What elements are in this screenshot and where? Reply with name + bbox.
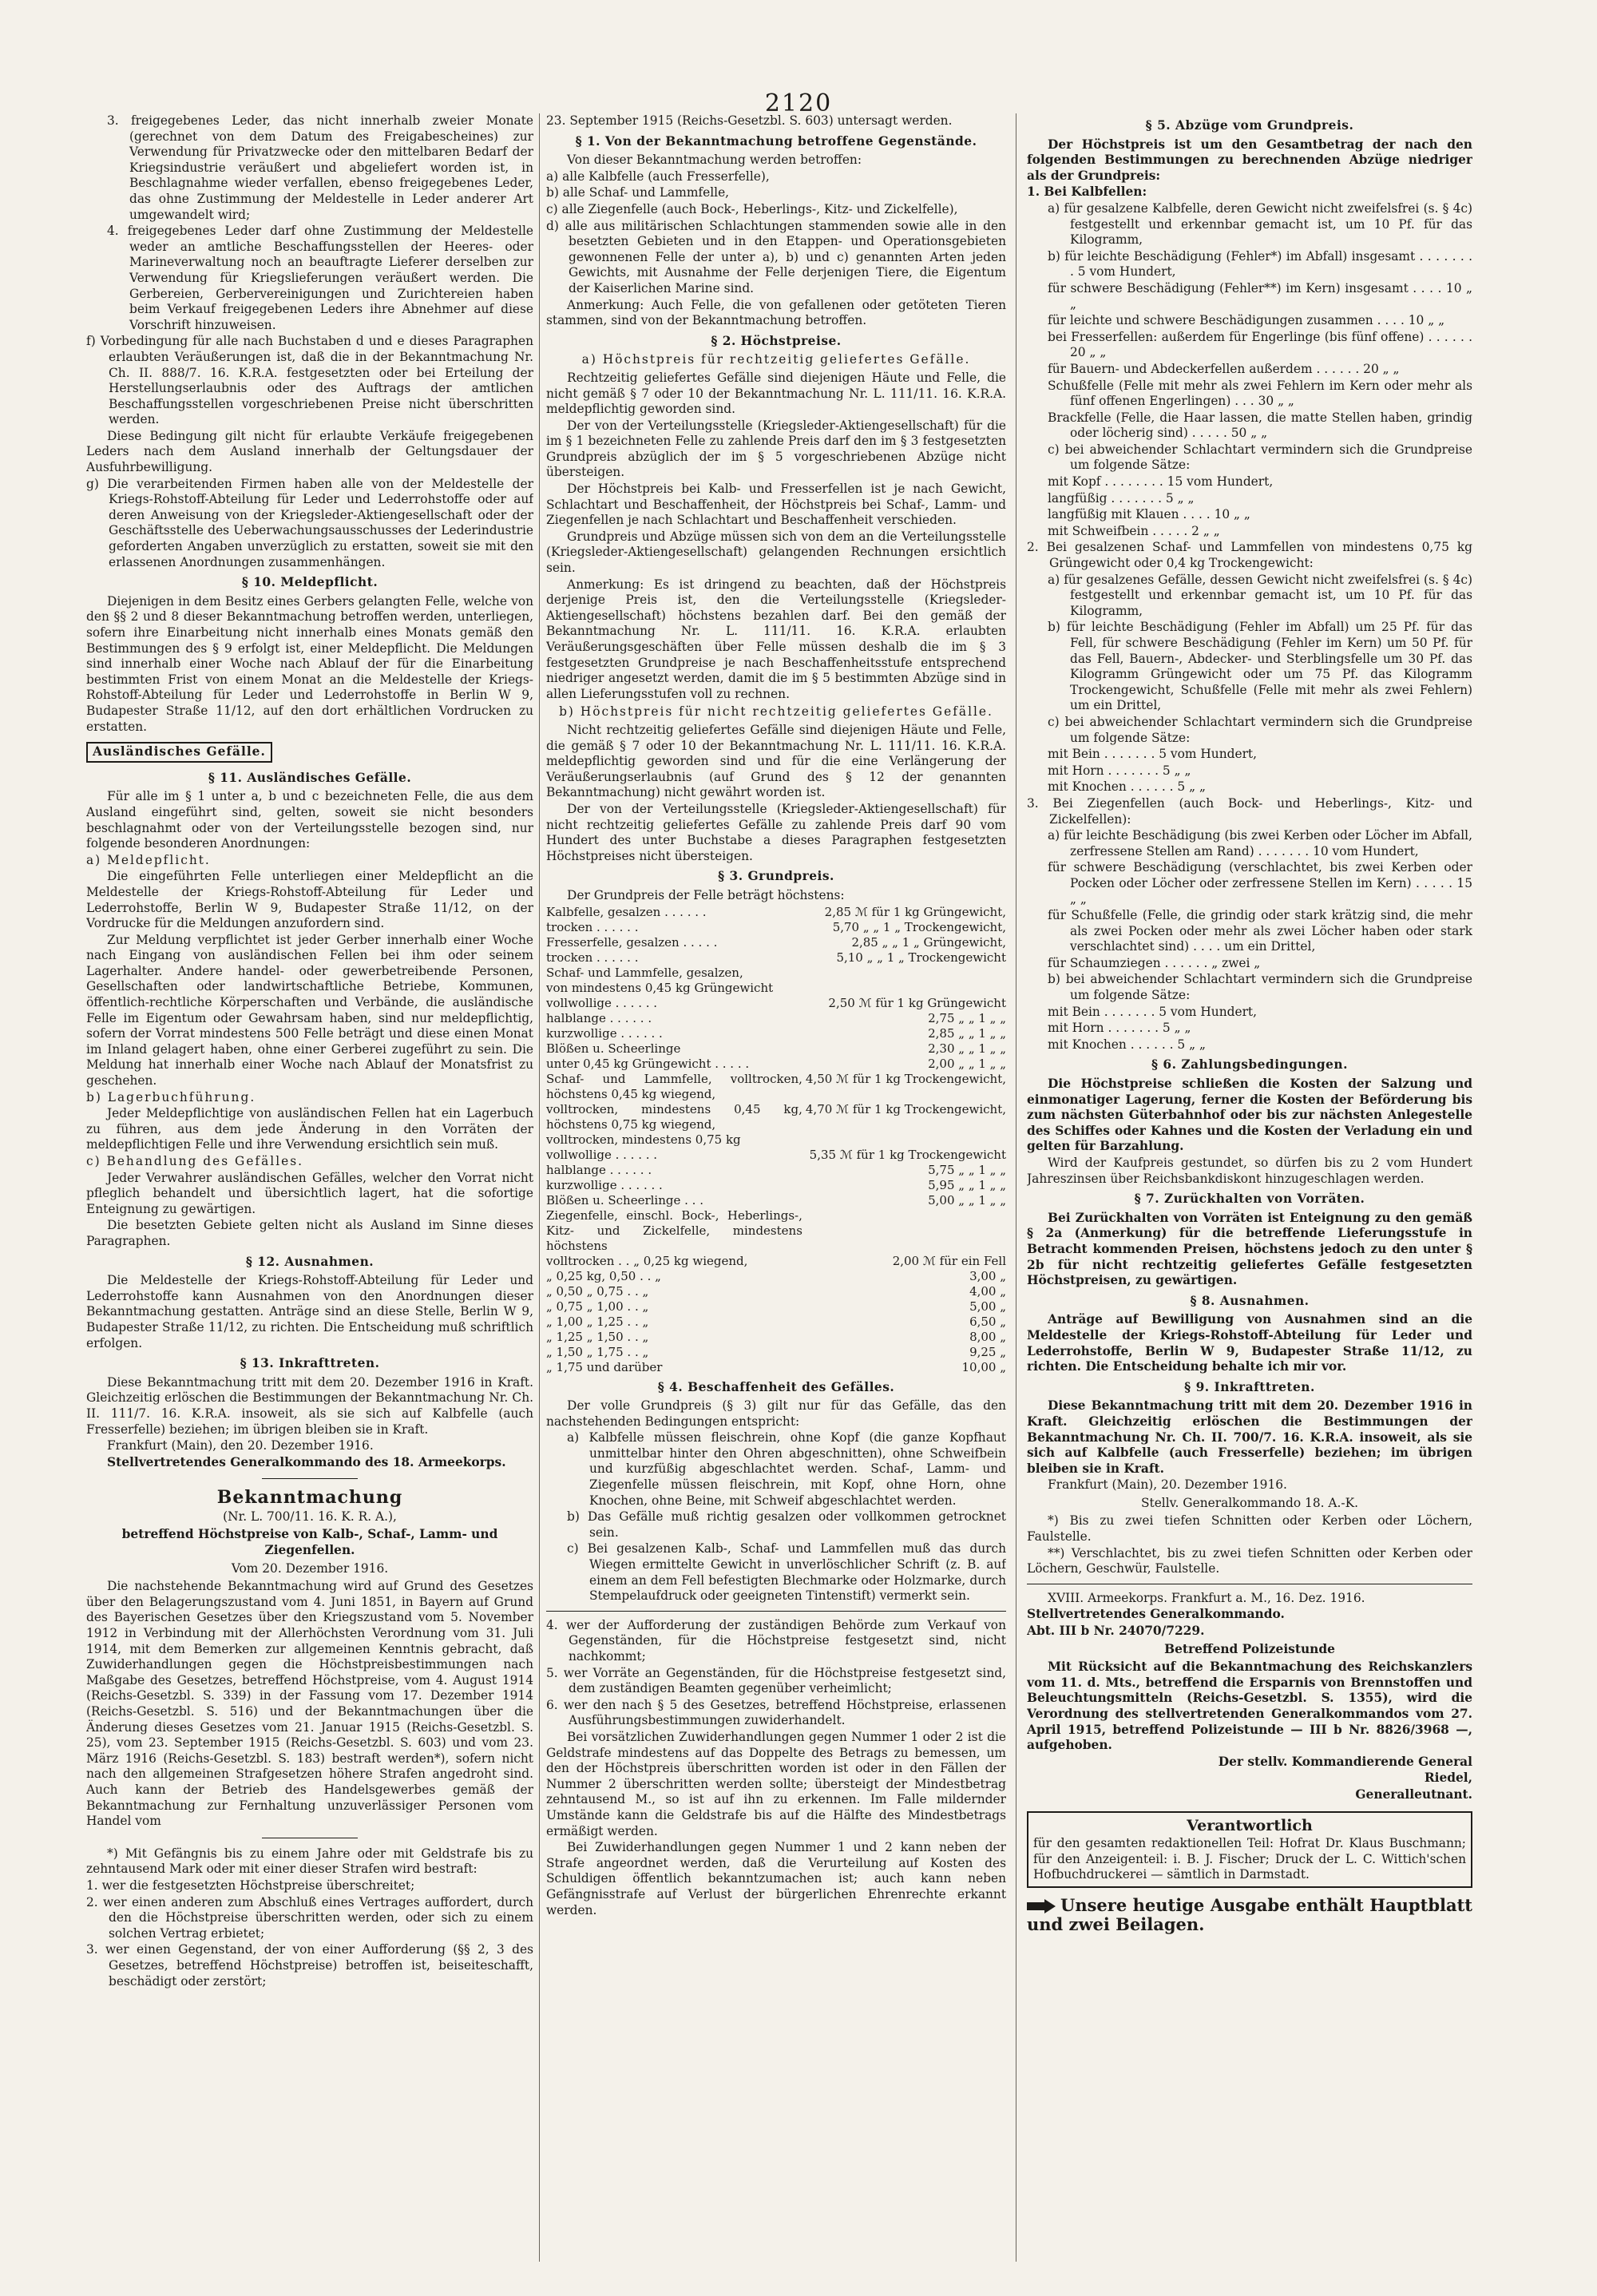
price-label: Blößen u. Scheerlinge . . . xyxy=(546,1192,703,1207)
price-row xyxy=(546,905,1006,920)
section-heading: Betreffend Polizeistunde xyxy=(1164,1641,1335,1656)
paragraph: Bei vorsätzlichen Zuwiderhandlungen gegen Nummer 1 oder 2 ist die Geldstrafe mindestens auf das Doppelte des Betrags zu bemessen, um den der Höchstpreis überschritten worden ist oder in den Fällen der Nummer 2 überschritten werden sollte; übersteigt der Mindestbetrag zehntausend M., so ist auf ihn zu erkennen. Im Falle mildernder Umstände kann die Geldstrafe bis auf die Hälfte des Mindestbetrags ermäßigt werden. xyxy=(546,1729,1006,1838)
paragraph: b) Das Gefälle muß richtig gesalzen oder vollkommen getrocknet sein. xyxy=(567,1509,1006,1540)
section-box-heading: Ausländisches Gefälle. xyxy=(86,742,272,763)
paragraph xyxy=(86,736,533,766)
paragraph: Anmerkung: Es ist dringend zu beachten, daß der Höchstpreis derjenige Preis ist, den die Verteilungsstelle (Kriegsleder-Aktiengesellschaft) höchstens bezahlen darf. Bei den gemäß der Bekanntmachung Nr. L. 111/11. 16. K.R.A. erlaubten Veräußerungsgeschäften über Felle müssen deshalb die im § 3 festgesetzten Grundpreise je nach Beschaffenheitsstufe entsprechend niedriger angesetzt werden, damit die im § 5 bestimmten Abzüge sind in allen Lieferungsstufen voll zu rechnen. xyxy=(546,577,1006,701)
paragraph: Die Meldestelle der Kriegs-Rohstoff-Abteilung für Leder und Lederrohstoffe kann Ausnahmen von den Anordnungen dieser Bekanntmachung gestatten. Anträge sind an diese Stelle, Berlin W 9, Budapester Straße 11/12, zu richten. Die Entscheidung muß schriftlich erfolgen. xyxy=(86,1273,533,1350)
paragraph: 6. wer den nach § 5 des Gesetzes, betreffend Höchstpreise, erlassenen Ausführungsbestimmungen zuwiderhandelt. xyxy=(546,1697,1006,1728)
price-value: 2,50 ℳ für 1 kg Grüngewicht xyxy=(828,995,1006,1010)
paragraph: Frankfurt (Main), 20. Dezember 1916. xyxy=(1048,1477,1287,1493)
price-label: „ 0,50 „ 0,75 . . „ xyxy=(546,1283,649,1299)
price-value: 2,85 „ „ 1 „ Grüngewicht, xyxy=(851,934,1006,950)
price-value: 2,85 „ „ 1 „ „ xyxy=(928,1025,1006,1041)
price-label: volltrocken, mindestens 0,45 kg, höchstens 0,75 kg wiegend, xyxy=(546,1101,802,1132)
paragraph: Generalleutnant. xyxy=(1355,1786,1472,1802)
paragraph: 3. wer einen Gegenstand, der von einer Aufforderung (§§ 2, 3 des Gesetzes, betreffend Höchstpreise) betroffen ist, beiseiteschafft, beschädigt oder zerstört; xyxy=(86,1942,533,1989)
price-label: trocken . . . . . . xyxy=(546,950,639,965)
price-value: 5,70 „ „ 1 „ Trockengewicht, xyxy=(832,919,1006,934)
section-heading: § 3. Grundpreis. xyxy=(718,869,834,884)
paragraph: XVIII. Armeekorps. Frankfurt a. M., 16. Dez. 1916. xyxy=(1048,1590,1365,1605)
paragraph: Nicht rechtzeitig geliefertes Gefälle sind diejenigen Häute und Felle, die gemäß § 7 oder 10 der Bekanntmachung Nr. L. 111/11. 16. K.R.A. meldepflichtig geworden sind und für die eine Verlängerung der Veräußerungserlaubnis (auf Grund des § 12 der genannten Bekanntmachung) nicht gewährt worden ist. xyxy=(546,722,1006,800)
paragraph: Schußfelle (Felle mit mehr als zwei Fehlern im Kern oder mehr als fünf offenen Engerlingen) . . . 30 „ „ xyxy=(1048,378,1472,409)
section-heading: § 9. Inkrafttreten. xyxy=(1184,1379,1315,1394)
price-row xyxy=(546,935,1006,950)
paragraph: für Bauern- und Abdeckerfellen außerdem . . . . . . 20 „ „ xyxy=(1048,361,1400,376)
paragraph: mit Horn . . . . . . . 5 „ „ xyxy=(1048,1021,1191,1036)
paragraph: Abt. III b Nr. 24070/7229. xyxy=(1027,1624,1205,1639)
paragraph: b) für leichte Beschädigung (Fehler im Abfall) um 25 Pf. für das Fell, für schwere Beschädigung (Fehler im Kern) um 50 Pf. für das Fell, Bauern-, Abdecker- und Sterblingsfelle um 30 Pf. das Kilogramm Grüngewicht oder um 75 Pf. das Kilogramm Trockengewicht, Schußfelle (Felle mit mehr als zwei Fehlern) um ein Drittel, xyxy=(1048,620,1472,713)
price-value: 4,70 ℳ für 1 kg Trockengewicht, xyxy=(805,1101,1006,1116)
paragraph: c) bei abweichender Schlachtart vermindern sich die Grundpreise um folgende Sätze: xyxy=(1048,442,1472,473)
paragraph: mit Schweifbein . . . . . 2 „ „ xyxy=(1048,523,1220,538)
price-row xyxy=(546,1269,1006,1284)
paragraph: Frankfurt (Main), den 20. Dezember 1916. xyxy=(107,1438,374,1453)
price-label: von mindestens 0,45 kg Grüngewicht xyxy=(546,980,774,995)
paragraph: d) alle aus militärischen Schlachtungen stammenden sowie alle in den besetzten Gebieten und in den Etappen- und Operationsgebieten gewonnenen Felle der unter a), b) und c) genannten Arten jeden Gewichts, mit Ausnahme der Felle derjenigen Tiere, die Eigentum der Kaiserlichen Marine sind. xyxy=(546,218,1006,295)
price-row xyxy=(546,1178,1006,1193)
paragraph: Die eingeführten Felle unterliegen einer Meldepflicht an die Meldestelle der Kriegs-Rohstoff-Abteilung für Leder und Lederrohstoffe, Berlin W 9, Budapester Straße 11/12, on der Vordrucke für die Meldungen anzufordern sind. xyxy=(86,869,533,931)
price-row xyxy=(546,1102,1006,1132)
price-value: 5,95 „ „ 1 „ „ xyxy=(928,1177,1006,1192)
price-label: halblange . . . . . . xyxy=(546,1010,652,1025)
section-heading: Vom 20. Dezember 1916. xyxy=(231,1560,389,1576)
paragraph: Bei Zuwiderhandlungen gegen Nummer 1 und 2 kann neben der Strafe angeordnet werden, daß die Verurteilung auf Kosten des Schuldigen öffentlich bekanntzumachen ist; auch kann neben Gefängnisstrafe auf Verlust der bürgerlichen Ehrenrechte erkannt werden. xyxy=(546,1840,1006,1917)
section-heading: Stellv. Generalkommando 18. A.-K. xyxy=(1140,1495,1359,1510)
price-row xyxy=(546,966,1006,981)
price-value: 5,10 „ „ 1 „ Trockengewicht xyxy=(836,950,1006,965)
paragraph: Brackfelle (Felle, die Haar lassen, die matte Stellen haben, grindig oder löcherig sind) . . . . . 50 „ „ xyxy=(1048,410,1472,441)
price-value: 9,25 „ xyxy=(969,1344,1006,1359)
price-value: 2,75 „ „ 1 „ „ xyxy=(928,1010,1006,1025)
price-row xyxy=(546,920,1006,935)
paragraph: Anträge auf Bewilligung von Ausnahmen sind an die Meldestelle der Kriegs-Rohstoff-Abteilung für Leder und Lederrohstoffe, Berlin W 9, Budapester Straße 11/12, zu richten. Die Entscheidung behalte ich mir vor. xyxy=(1027,1312,1472,1374)
footer-notice-text: Unsere heutige Ausgabe enthält Hauptblatt und zwei Beilagen. xyxy=(1027,1894,1472,1935)
price-row xyxy=(546,1330,1006,1345)
price-label: „ 0,75 „ 1,00 . . „ xyxy=(546,1299,649,1314)
paragraph: Jeder Meldepflichtige von ausländischen Fellen hat ein Lagerbuch zu führen, aus dem jede Änderung in den Vorräten der meldepflichtigen Felle und ihre Verwendung ersichtlich sein muß. xyxy=(86,1106,533,1152)
paragraph: 3. freigegebenes Leder, das nicht innerhalb zweier Monate (gerechnet von dem Datum des Freigabescheines) zur Verwendung für Privatzwecke oder den mittelbaren Bedarf der Kriegsindustrie veräußert und abgeliefert worden ist, in Beschlagnahme wieder verfallen, ebenso freigegebenes Leder, das ohne Zustimmung der Meldestelle in Leder anderer Art umgewandelt wird; xyxy=(107,113,533,222)
section-heading: § 7. Zurückhalten von Vorräten. xyxy=(1134,1192,1365,1207)
paragraph: 1. wer die festgesetzten Höchstpreise überschreitet; xyxy=(86,1878,415,1893)
paragraph: Jeder Verwahrer ausländischen Gefälles, welcher den Vorrat nicht pfleglich behandelt und übersichtlich lagert, hat die sofortige Enteignung zu gewärtigen. xyxy=(86,1170,533,1216)
verantwortlich-text: für den gesamten redaktionellen Teil: Hofrat Dr. Klaus Buschmann; für den Anzeigenteil: i. B. J. Fischer; Druck der L. C. Wittich'schen Hofbuchdruckerei — sämtlich in Darmstadt. xyxy=(1033,1836,1466,1882)
paragraph: 2. Bei gesalzenen Schaf- und Lammfellen von mindestens 0,75 kg Grüngewicht oder 0,4 kg Trockengewicht: xyxy=(1027,540,1472,571)
price-label: Ziegenfelle, einschl. Bock-, Heberlings-, Kitz- und Zickelfelle, mindestens höchstens xyxy=(546,1207,802,1253)
paragraph: a) für leichte Beschädigung (bis zwei Kerben oder Löcher im Abfall, zerfressene Stellen am Rand) . . . . . . . 10 vom Hundert, xyxy=(1048,828,1472,859)
paragraph: a) Kalbfelle müssen fleischrein, ohne Kopf (die ganze Kopfhaut unmittelbar hinter den Ohren abgeschnitten), ohne Schweifbein und kurzfüßig abgeschlachtet werden. Schaf-, Lamm- und Ziegenfelle müssen fleischrein, mit Kopf, ohne Horn, ohne Knochen, ohne Beine, mit Schweif abgeschlachtet werden. xyxy=(567,1430,1006,1508)
paragraph: bei Fresserfellen: außerdem für Engerlinge (bis fünf offene) . . . . . . 20 „ „ xyxy=(1048,329,1472,360)
paragraph: langfüßig mit Klauen . . . . 10 „ „ xyxy=(1048,507,1250,522)
paragraph: mit Bein . . . . . . . 5 vom Hundert, xyxy=(1048,1004,1258,1019)
price-label: „ 1,75 und darüber xyxy=(546,1359,663,1374)
paragraph: b) für leichte Beschädigung (Fehler*) im Abfall) insgesamt . . . . . . . . 5 vom Hundert, xyxy=(1048,248,1472,280)
price-row xyxy=(546,1254,1006,1269)
paragraph: für Schußfelle (Felle, die grindig oder stark krätzig sind, die mehr als zwei Pocken oder mehr als zwei Löcher haben oder stark verschlachtet sind) . . . . um ein Drittel, xyxy=(1048,908,1472,954)
paragraph: **) Verschlachtet, bis zu zwei tiefen Schnitten oder Kerben oder Löchern, Geschwür, Faulstelle. xyxy=(1027,1545,1472,1576)
price-label: Blößen u. Scheerlinge xyxy=(546,1041,681,1056)
paragraph: mit Knochen . . . . . . 5 „ „ xyxy=(1048,1037,1206,1052)
paragraph: für Schaumziegen . . . . . . „ zwei „ xyxy=(1048,955,1261,970)
price-label: „ 1,25 „ 1,50 . . „ xyxy=(546,1329,649,1344)
paragraph: 2. wer einen anderen zum Abschluß eines Vertrages auffordert, durch den die Höchstpreise überschritten werden, oder sich zu einem solchen Vertrag erbietet; xyxy=(86,1894,533,1941)
paragraph: 1. Bei Kalbfellen: xyxy=(1027,184,1147,200)
paragraph: für schwere Beschädigung (Fehler**) im Kern) insgesamt . . . . 10 „ „ xyxy=(1048,280,1472,311)
paragraph: Anmerkung: Auch Felle, die von gefallenen oder getöteten Tieren stammen, sind von der Bekanntmachung betroffen. xyxy=(546,297,1006,328)
price-row xyxy=(546,950,1006,966)
price-row xyxy=(546,1072,1006,1102)
price-label: volltrocken . . „ 0,25 kg wiegend, xyxy=(546,1253,748,1268)
price-label: volltrocken, mindestens 0,75 kg xyxy=(546,1132,741,1147)
price-value: 2,85 ℳ für 1 kg Grüngewicht, xyxy=(824,904,1006,919)
section-heading: § 4. Beschaffenheit des Gefälles. xyxy=(657,1379,895,1394)
price-label: unter 0,45 kg Grüngewicht . . . . . xyxy=(546,1056,750,1071)
column-right xyxy=(1027,113,1472,2270)
paragraph: Diejenigen in dem Besitz eines Gerbers gelangten Felle, welche von den §§ 2 und 8 dieser Bekanntmachung betroffen werden, unterliegen, sofern ihre Einarbeitung nicht innerhalb eines Monats gemäß den Bestimmungen des § 9 erfolgt ist, einer Meldepflicht. Die Meldungen sind innerhalb einer Woche nach Ablauf der für die Einarbeitung bestimmten Frist von einem Monat an die Meldestelle der Kriegs-Rohstoff-Abteilung für Leder und Lederrohstoffe in Berlin W 9, Budapester Straße 11/12, auf den dort erhältlichen Vordrucken zu erstatten. xyxy=(86,593,533,734)
price-value xyxy=(802,981,1006,996)
price-value xyxy=(802,1208,1006,1254)
price-label: Kalbfelle, gesalzen . . . . . . xyxy=(546,904,707,919)
price-row xyxy=(546,1193,1006,1208)
paragraph: Bei Zurückhalten von Vorräten ist Enteignung zu den gemäß § 2a (Anmerkung) für die betreffende Lieferungsstufe in Betracht kommenden Preisen, höchstens jedoch zu den unter § 2b für nicht rechtzeitig geliefertes Gefälle festgesetzten Höchstpreisen, zu gewärtigen. xyxy=(1027,1210,1472,1288)
paragraph: mit Bein . . . . . . . 5 vom Hundert, xyxy=(1048,747,1258,762)
paragraph: Der Höchstpreis bei Kalb- und Fresserfellen ist je nach Gewicht, Schlachtart und Beschaffenheit, der Höchstpreis bei Schaf-, Lamm- und Ziegenfellen je nach Schlachtart und Beschaffenheit verschieden. xyxy=(546,482,1006,528)
price-value: 5,00 „ xyxy=(969,1299,1006,1314)
price-row xyxy=(546,1041,1006,1057)
page-number: 2120 xyxy=(764,89,833,117)
price-row xyxy=(546,1345,1006,1360)
paragraph: Der von der Verteilungsstelle (Kriegsleder-Aktiengesellschaft) für nicht rechtzeitig geliefertes Gefälle zu zahlende Preis darf 90 vom Hundert des unter Buchstabe a dieses Paragraphen festgesetzten Höchstpreises nicht übersteigen. xyxy=(546,801,1006,863)
paragraph: langfüßig . . . . . . . 5 „ „ xyxy=(1048,490,1195,506)
paragraph: mit Horn . . . . . . . 5 „ „ xyxy=(1048,763,1191,778)
paragraph: f) Vorbedingung für alle nach Buchstaben d und e dieses Paragraphen erlaubten Veräußerungen ist, daß die in der Bekanntmachung Nr. Ch. II. 888/7. 16. K.R.A. festgesetzten oder bei Erteilung der Herstellungserlaubnis oder des Auftrags der amtlichen Beschaffungsstellen vorgeschriebenen Preise nicht überschritten werden. xyxy=(86,334,533,427)
paragraph: *) Bis zu zwei tiefen Schnitten oder Kerben oder Löchern, Faulstelle. xyxy=(1027,1513,1472,1545)
price-value: 10,00 „ xyxy=(961,1359,1006,1374)
price-value: 3,00 „ xyxy=(969,1268,1006,1283)
paragraph: Diese Bedingung gilt nicht für erlaubte Verkäufe freigegebenen Leders nach dem Ausland innerhalb der Geltungsdauer der Ausfuhrbewilligung. xyxy=(86,428,533,475)
paragraph: b) alle Schaf- und Lammfelle, xyxy=(546,185,730,200)
price-label: vollwollige . . . . . . xyxy=(546,1147,658,1162)
price-label: vollwollige . . . . . . xyxy=(546,995,658,1010)
paragraph: b) Lagerbuchführung. xyxy=(86,1089,256,1104)
section-heading: § 10. Meldepflicht. xyxy=(241,575,378,590)
paragraph: c) alle Ziegenfelle (auch Bock-, Heberlings-, Kitz- und Zickelfelle), xyxy=(546,201,958,216)
paragraph: Riedel, xyxy=(1424,1771,1472,1786)
paragraph: 3. Bei Ziegenfellen (auch Bock- und Heberlings-, Kitz- und Zickelfellen): xyxy=(1027,795,1472,827)
column-middle xyxy=(546,113,1006,2270)
price-value: 4,00 „ xyxy=(969,1283,1006,1299)
paragraph: a) Meldepflicht. xyxy=(86,852,211,867)
section-heading: § 11. Ausländisches Gefälle. xyxy=(208,770,412,785)
section-heading: (Nr. L. 700/11. 16. K. R. A.), xyxy=(223,1509,397,1524)
price-label: halblange . . . . . . xyxy=(546,1162,652,1177)
paragraph: mit Knochen . . . . . . 5 „ „ xyxy=(1048,779,1206,795)
paragraph: Bekanntmachung xyxy=(216,1487,403,1509)
price-value: 5,75 „ „ 1 „ „ xyxy=(928,1162,1006,1177)
price-value: 2,00 „ „ 1 „ „ xyxy=(928,1056,1006,1071)
paragraph: Rechtzeitig geliefertes Gefälle sind diejenigen Häute und Felle, die nicht gemäß § 7 oder 10 der Bekanntmachung Nr. L. 111/11. 16. K.R.A. meldepflichtig geworden sind. xyxy=(546,370,1006,417)
paragraph: Grundpreis und Abzüge müssen sich von dem an die Verteilungsstelle (Kriegsleder-Aktiengesellschaft) gelangenden Rechnungen ersichtlich sein. xyxy=(546,529,1006,576)
column-middle-bottom xyxy=(546,1380,1006,1919)
price-label: kurzwollige . . . . . . xyxy=(546,1025,663,1041)
section-heading: a) Höchstpreis für rechtzeitig geliefertes Gefälle. xyxy=(581,352,971,367)
paragraph: Wird der Kaufpreis gestundet, so dürfen bis zu 2 vom Hundert Jahreszinsen über Reichsbankdiskont hinzugeschlagen werden. xyxy=(1027,1156,1472,1186)
price-row xyxy=(546,1284,1006,1299)
column-right-body xyxy=(1027,118,1472,1803)
paragraph: a) alle Kalbfelle (auch Fresserfelle), xyxy=(546,169,770,184)
price-label: „ 0,25 kg, 0,50 . . „ xyxy=(546,1268,661,1283)
price-row xyxy=(546,1026,1006,1041)
paragraph: Stellvertretendes Generalkommando. xyxy=(1027,1607,1285,1622)
price-row xyxy=(546,996,1006,1011)
verantwortlich-box xyxy=(1027,1811,1472,1888)
paragraph xyxy=(262,1478,358,1479)
paragraph xyxy=(546,1611,1006,1612)
grundpreis-table xyxy=(546,905,1006,1375)
column-rule xyxy=(539,113,540,2262)
paragraph: Die Höchstpreise schließen die Kosten der Salzung und einmonatiger Lagerung, ferner die Kosten der Beförderung bis zum nächsten Güterbahnhof oder bis zur nächsten Anlegestelle des Schiffes oder Kahnes und die Kosten der Verladung ein und gelten für Barzahlung. xyxy=(1027,1077,1472,1154)
price-label: Schaf- und Lammfelle, volltrocken, höchstens 0,45 kg wiegend, xyxy=(546,1071,802,1101)
paragraph: für schwere Beschädigung (verschlachtet, bis zwei Kerben oder Pocken oder Löcher oder zerfressene Stellen im Kern) . . . . . 15 „ „ xyxy=(1048,860,1472,906)
price-value: 4,50 ℳ für 1 kg Trockengewicht, xyxy=(805,1071,1006,1086)
footer-notice xyxy=(1027,1896,1472,1935)
price-row xyxy=(546,1148,1006,1163)
paragraph: Die besetzten Gebiete gelten nicht als Ausland im Sinne dieses Paragraphen. xyxy=(86,1218,533,1248)
price-value: 2,30 „ „ 1 „ „ xyxy=(928,1041,1006,1056)
verantwortlich-title: Verantwortlich xyxy=(1187,1816,1313,1834)
paragraph: a) für gesalzene Kalbfelle, deren Gewicht nicht zweifelsfrei (s. § 4c) festgestellt und erkennbar gemacht ist, um 10 Pf. für das Kilogramm, xyxy=(1048,200,1472,248)
paragraph: 4. freigegebenes Leder darf ohne Zustimmung der Meldestelle weder an amtliche Beschaffungsstellen der Heeres- oder Marineverwaltung noch an beauftragte Lieferer derselben zur Verwendung für Kriegslieferungen veräußert werden. Die Gerbereien, Gerbervereinigungen und Zurichtereien haben beim Verkauf freigegebenen Leders ihre Abnehmer auf diese Vorschrift hinzuweisen. xyxy=(107,224,533,332)
price-value xyxy=(802,1132,1006,1148)
price-label: „ 1,50 „ 1,75 . . „ xyxy=(546,1344,649,1359)
paragraph: *) Mit Gefängnis bis zu einem Jahre oder mit Geldstrafe bis zu zehntausend Mark oder mit einer dieser Strafen wird bestraft: xyxy=(86,1846,533,1877)
price-value: 5,00 „ „ 1 „ „ xyxy=(928,1192,1006,1207)
section-heading: betreffend Höchstpreise von Kalb-, Schaf-, Lamm- und Ziegenfellen. xyxy=(121,1527,498,1558)
price-label: trocken . . . . . . xyxy=(546,919,639,934)
section-heading: § 1. Von der Bekanntmachung betroffene Gegenstände. xyxy=(575,133,977,149)
paragraph: 4. wer der Aufforderung der zuständigen Behörde zum Verkauf von Gegenständen, für die Höchstpreise festgesetzt sind, nicht nachkommt; xyxy=(546,1617,1006,1664)
paragraph: c) Behandlung des Gefälles. xyxy=(86,1154,304,1168)
price-value xyxy=(802,966,1006,981)
section-heading: § 5. Abzüge vom Grundpreis. xyxy=(1145,118,1354,133)
paragraph: a) für gesalzenes Gefälle, dessen Gewicht nicht zweifelsfrei (s. § 4c) festgestellt und erkennbar gemacht ist, um 10 Pf. für das Kilogramm, xyxy=(1048,572,1472,618)
section-heading: § 12. Ausnahmen. xyxy=(245,1254,374,1269)
paragraph: Von dieser Bekanntmachung werden betroffen: xyxy=(567,153,862,168)
pointing-hand-icon xyxy=(1027,1897,1056,1915)
paragraph: Der stellv. Kommandierende General xyxy=(1218,1754,1472,1769)
paragraph: b) bei abweichender Schlachtart vermindern sich die Grundpreise um folgende Sätze: xyxy=(1048,972,1472,1003)
price-value: 5,35 ℳ für 1 kg Trockengewicht xyxy=(809,1147,1006,1162)
paragraph: mit Kopf . . . . . . . . 15 vom Hundert, xyxy=(1048,474,1274,490)
price-row xyxy=(546,1315,1006,1330)
column-middle-top xyxy=(546,113,1006,904)
paragraph: Zur Meldung verpflichtet ist jeder Gerber innerhalb einer Woche nach Eingang von ausländischen Fellen bei ihm oder seinem Lagerhalter. Andere handel- oder gewerbetreibende Personen, Gesellschaften oder landwirtschaftliche Betriebe, Kommunen, öffentlich-rechtliche Körperschaften und Verbände, die ausländische Felle im Eigentum oder Gewahrsam haben, sind nur meldepflichtig, sofern der Vorrat mindestens 500 Felle beträgt und diese einen Monat im Inland gelagert haben, ohne einer Gerberei zugeführt zu sein. Die Meldung hat innerhalb einer Woche nach Ablauf der Monatsfrist zu geschehen. xyxy=(86,932,533,1089)
paragraph: für leichte und schwere Beschädigungen zusammen . . . . 10 „ „ xyxy=(1048,313,1445,328)
paragraph: 23. September 1915 (Reichs-Gesetzbl. S. 603) untersagt werden. xyxy=(546,113,953,128)
price-row xyxy=(546,1208,1006,1254)
paragraph: Der Höchstpreis ist um den Gesamtbetrag der nach den folgenden Bestimmungen zu berechnenden Abzüge niedriger als der Grundpreis: xyxy=(1027,137,1472,183)
price-label: kurzwollige . . . . . . xyxy=(546,1177,663,1192)
price-row xyxy=(546,1299,1006,1315)
paragraph: g) Die verarbeitenden Firmen haben alle von der Meldestelle der Kriegs-Rohstoff-Abteilung für Leder und Lederrohstoffe oder auf deren Anweisung von der Kriegsleder-Aktiengesellschaft oder der Geschäftsstelle des Ueberwachungsausschusses der Lederindustrie geforderten Angaben unverzüglich zu erstatten, soweit sie mit den erlassenen Anordnungen zusammenhängen. xyxy=(86,476,533,569)
price-value: 8,00 „ xyxy=(969,1329,1006,1344)
price-row xyxy=(546,981,1006,996)
price-row xyxy=(546,1057,1006,1072)
section-heading: § 6. Zahlungsbedingungen. xyxy=(1151,1057,1348,1073)
section-heading: § 13. Inkrafttreten. xyxy=(240,1356,380,1371)
section-heading: b) Höchstpreis für nicht rechtzeitig geliefertes Gefälle. xyxy=(559,704,993,720)
paragraph: Mit Rücksicht auf die Bekanntmachung des Reichskanzlers vom 11. d. Mts., betreffend die Ersparnis von Brennstoffen und Beleuchtungsmitteln (Reichs-Gesetzbl. S. 1355), wird die Verordnung des stellvertretenden Generalkommandos vom 27. April 1915, betreffend Polizeistunde — III b Nr. 8826/3968 —, aufgehoben. xyxy=(1027,1660,1472,1753)
price-row xyxy=(546,1163,1006,1178)
column-left xyxy=(86,113,533,2270)
price-label: „ 1,00 „ 1,25 . . „ xyxy=(546,1314,649,1329)
price-value: 6,50 „ xyxy=(969,1314,1006,1329)
price-value: 2,00 ℳ für ein Fell xyxy=(892,1253,1006,1268)
price-label: Schaf- und Lammfelle, gesalzen, xyxy=(546,965,743,980)
price-row xyxy=(546,1360,1006,1375)
paragraph: Diese Bekanntmachung tritt mit dem 20. Dezember 1916 in Kraft. Gleichzeitig erlöschen die Bestimmungen der Bekanntmachung Nr. Ch. II. 700/7. 16. K.R.A. insoweit, als sie sich auf Kalbfelle (auch Fresserfelle) beziehen; im übrigen bleiben sie in Kraft. xyxy=(1027,1398,1472,1476)
paragraph: Der Grundpreis der Felle beträgt höchstens: xyxy=(567,887,845,902)
price-row xyxy=(546,1132,1006,1148)
section-heading: § 8. Ausnahmen. xyxy=(1190,1293,1310,1308)
paragraph: Diese Bekanntmachung tritt mit dem 20. Dezember 1916 in Kraft. Gleichzeitig erlöschen die Bestimmungen der Bekanntmachung Nr. Ch. II. 111/7. 16. K.R.A. insoweit, als sie sich auf Kalbfelle (auch Fresserfelle) beziehen; im übrigen bleiben sie in Kraft. xyxy=(86,1374,533,1437)
paragraph: Für alle im § 1 unter a, b und c bezeichneten Felle, die aus dem Ausland eingeführt sind, gelten, soweit sie nicht besonders beschlagnahmt oder von der Verteilungsstelle bezogen sind, nur folgende besonderen Anordnungen: xyxy=(86,789,533,851)
section-heading: § 2. Höchstpreise. xyxy=(711,333,842,348)
paragraph: Der volle Grundpreis (§ 3) gilt nur für das Gefälle, das den nachstehenden Bedingungen entspricht: xyxy=(546,1398,1006,1429)
paragraph: c) Bei gesalzenen Kalb-, Schaf- und Lammfellen muß das durch Wiegen ermittelte Gewicht in unverlöschlicher Schrift (z. B. auf einem an dem Fell befestigten Blechmarke oder Holzmarke, durch Stempelaufdruck oder geeigneten Tintenstift) vermerkt sein. xyxy=(567,1541,1006,1604)
paragraph: Stellvertretendes Generalkommando des 18. Armeekorps. xyxy=(107,1454,506,1469)
paragraph: Der von der Verteilungsstelle (Kriegsleder-Aktiengesellschaft) für die im § 1 bezeichneten Felle zu zahlende Preis darf den im § 3 festgesetzten Grundpreis abzüglich der im § 5 vorgeschriebenen Abzüge nicht übersteigen. xyxy=(546,418,1006,480)
paragraph: 5. wer Vorräte an Gegenständen, für die Höchstpreise festgesetzt sind, dem zuständigen Beamten gegenüber verheimlicht; xyxy=(546,1665,1006,1696)
price-row xyxy=(546,1011,1006,1026)
paragraph: c) bei abweichender Schlachtart vermindern sich die Grundpreise um folgende Sätze: xyxy=(1048,714,1472,745)
price-label: Fresserfelle, gesalzen . . . . . xyxy=(546,934,718,950)
paragraph: Die nachstehende Bekanntmachung wird auf Grund des Gesetzes über den Belagerungszustand vom 4. Juni 1851, in Bayern auf Grund des Bayerischen Gesetzes über den Kriegszustand vom 5. November 1912 in Verbindung mit der Allerhöchsten Verordnung vom 31. Juli 1914, mit dem Bemerken zur allgemeinen Kenntnis gebracht, daß Zuwiderhandlungen gegen die Höchstpreisbestimmungen nach Maßgabe des Gesetzes, betreffend Höchstpreise, vom 4. August 1914 (Reichs-Gesetzbl. S. 339) in der Fassung vom 17. Dezember 1914 (Reichs-Gesetzbl. S. 516) und der Bekanntmachungen über die Änderung dieses Gesetzes vom 21. Januar 1915 (Reichs-Gesetzbl. S. 25), vom 23. September 1915 (Reichs-Gesetzbl. S. 603) und vom 23. März 1916 (Reichs-Gesetzbl. S. 183) bestraft werden*), sofern nicht nach den allgemeinen Strafgesetzen höhere Strafen angedroht sind. Auch kann der Betrieb des Handelsgewerbes gemäß der Bekanntmachung zur Fernhaltung unzuverlässiger Personen vom Handel vom xyxy=(86,1579,533,1829)
